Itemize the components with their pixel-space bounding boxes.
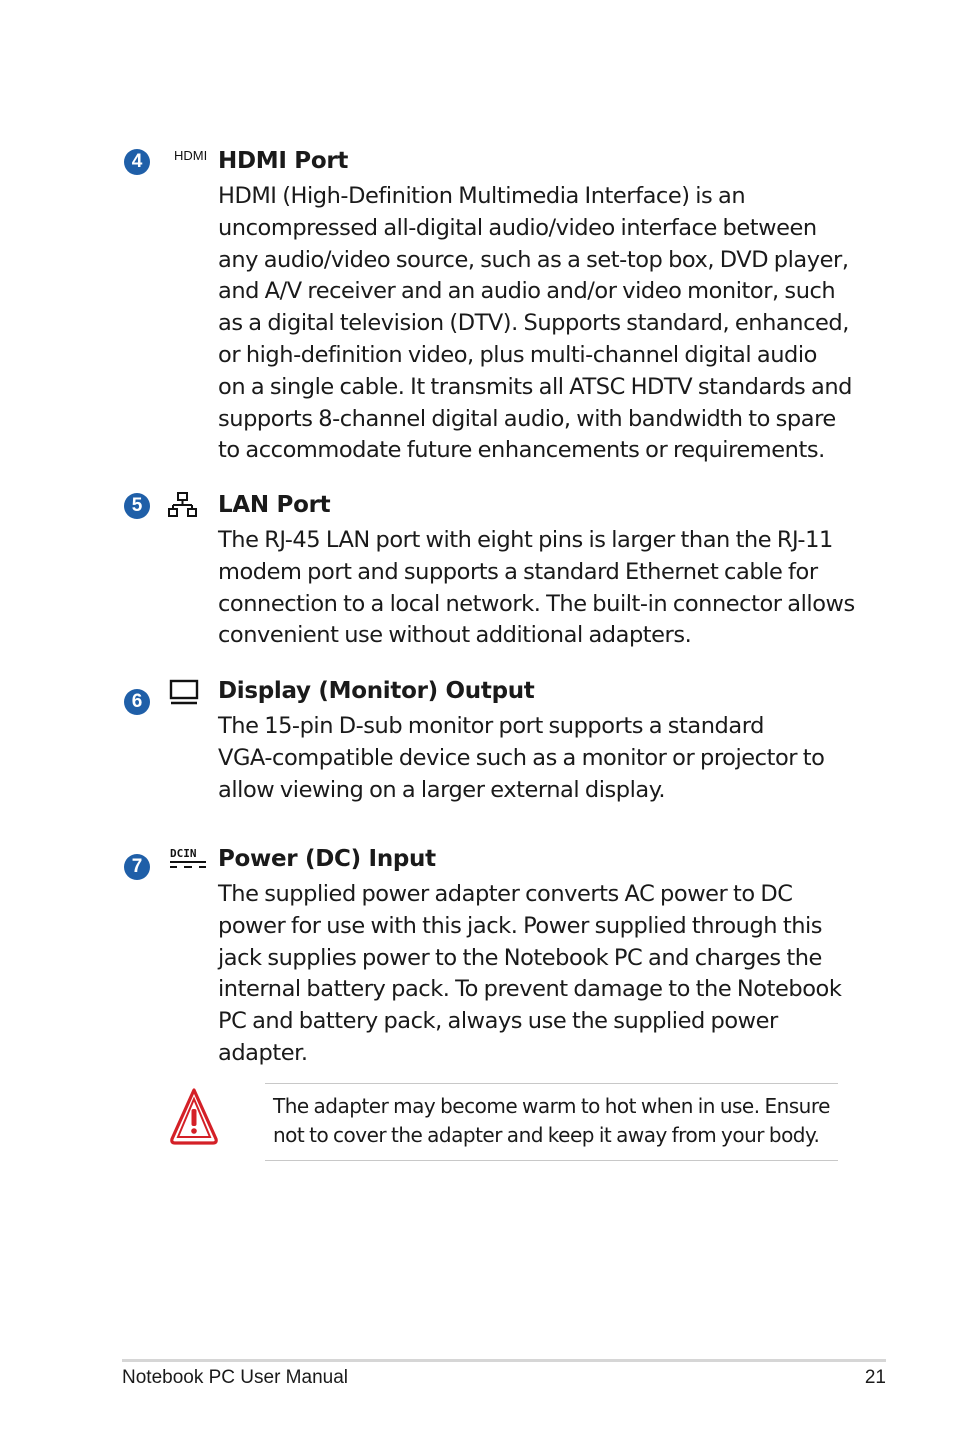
section-description: The supplied power adapter converts AC power to DC power for use with this jack. Power supplied through this jack supplies power to the Notebook PC and charges the internal battery pack. To prevent damage to the Notebook PC and battery pack, always use the supplied power adapter. <box>218 881 842 1066</box>
section-description: The RJ-45 LAN port with eight pins is larger than the RJ-11 modem port and supports a standard Ethernet cable for connection to a local network. The built-in connector allows convenient use without additional adapters. <box>218 527 855 649</box>
warning-note <box>265 1083 838 1161</box>
hdmi-icon: HDMI <box>174 148 208 163</box>
section-description: HDMI (High-Definition Multimedia Interface) is an uncompressed all-digital audio/video interface between any audio/video source, such as a set-top box, DVD player, and A/V receiver and an audio and/or video monitor, such as a digital television (DTV). Supports standard, enhanced, or high-definition video, plus multi-channel digital audio on a single cable. It transmits all ATSC HDTV standards and supports 8-channel digital audio, with bandwidth to spare to accommodate future enhancements or requirements. <box>218 183 853 464</box>
footer-divider <box>122 1359 886 1362</box>
monitor-icon <box>168 679 210 707</box>
page-number: 21 <box>864 1367 886 1388</box>
item-number-badge: 5 <box>124 493 150 519</box>
footer-manual-title: Notebook PC User Manual <box>122 1367 348 1388</box>
lan-network-icon <box>168 492 210 520</box>
item-number-badge: 7 <box>124 854 150 880</box>
dc-in-icon <box>168 846 210 874</box>
warning-triangle-icon <box>168 1087 220 1147</box>
section-title: LAN Port <box>218 492 331 518</box>
section-description: The 15-pin D-sub monitor port supports a standard VGA-compatible device such as a monitor or projector to allow viewing on a larger external display. <box>218 713 825 803</box>
warning-text: The adapter may become warm to hot when in use. Ensure not to cover the adapter and keep it away from your body. <box>273 1094 830 1147</box>
item-number-badge: 6 <box>124 689 150 715</box>
section-title: Power (DC) Input <box>218 846 436 872</box>
item-number-badge: 4 <box>124 149 150 175</box>
section-title: Display (Monitor) Output <box>218 678 535 704</box>
svg-text:DCIN: DCIN <box>170 847 197 860</box>
section-title: HDMI Port <box>218 148 349 174</box>
